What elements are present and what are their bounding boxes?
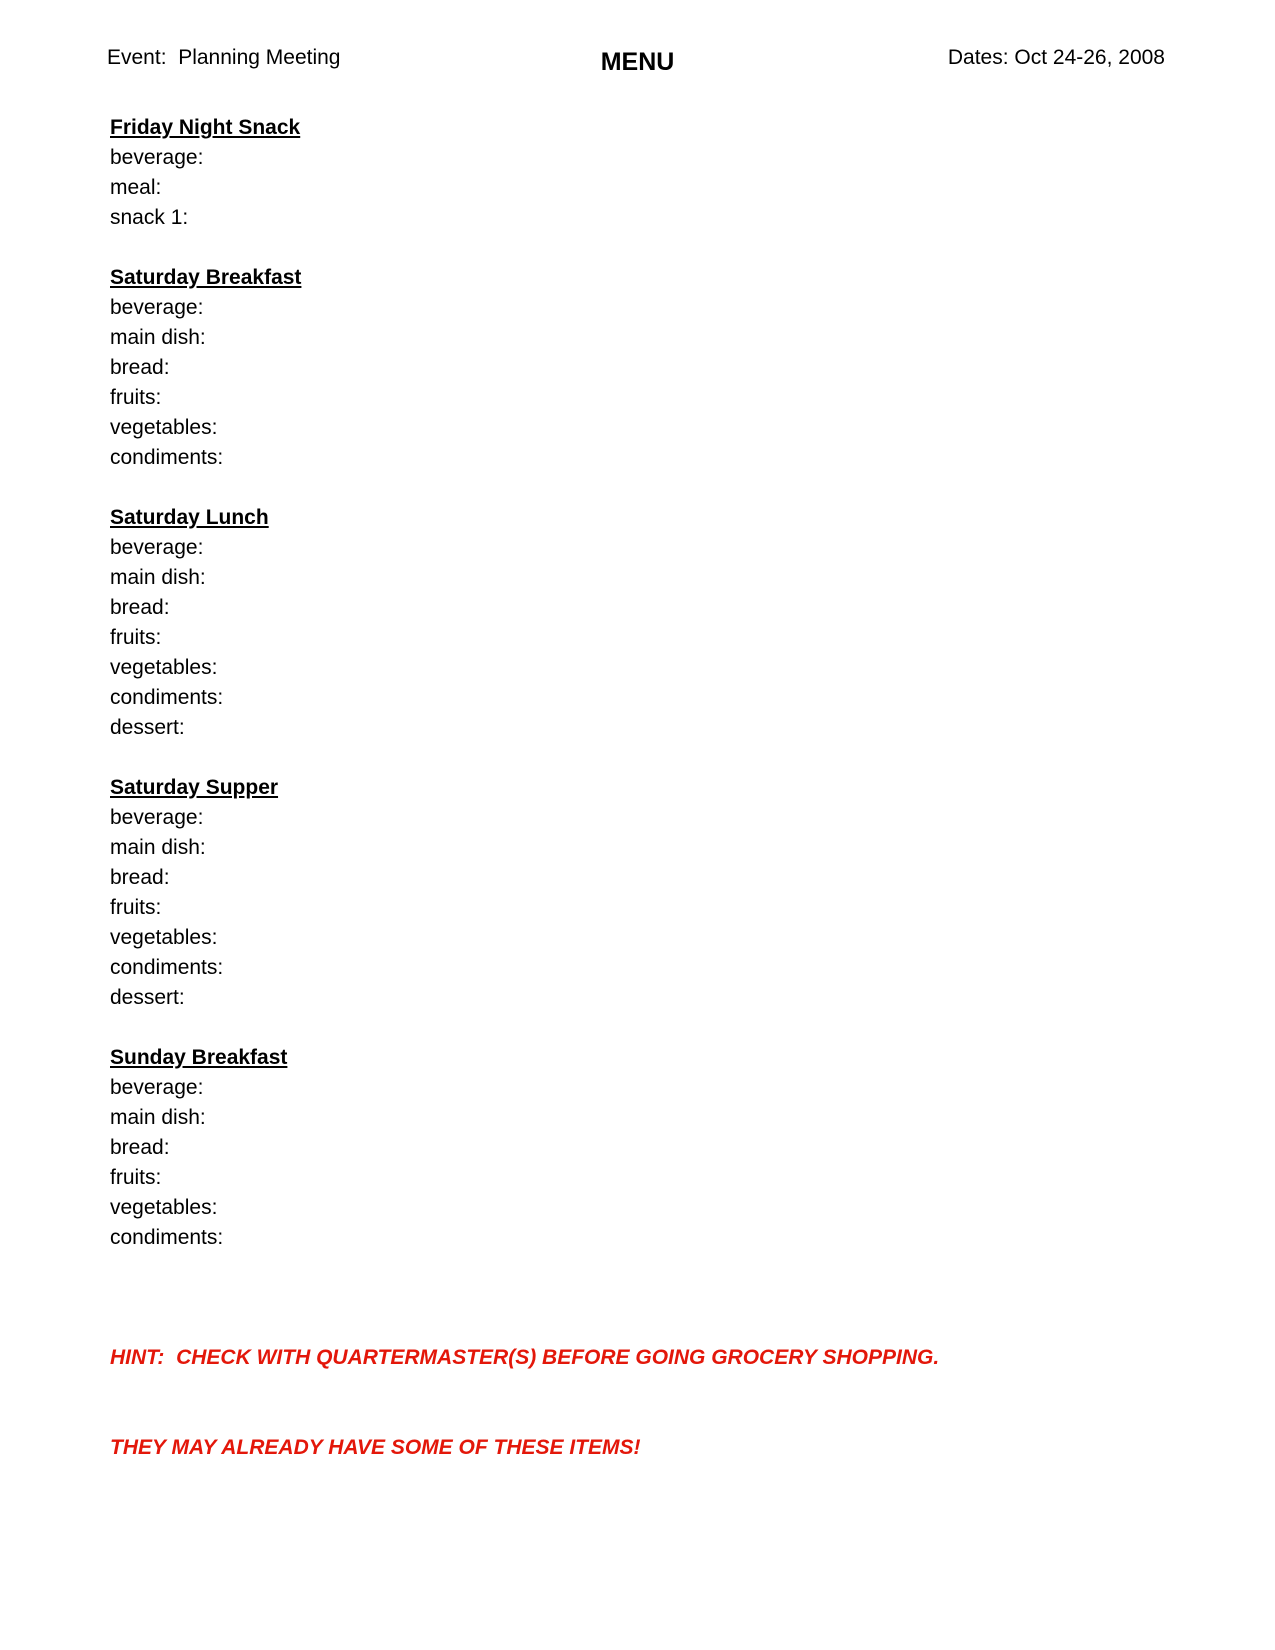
dates-label: Dates: Oct 24-26, 2008 <box>947 46 1165 69</box>
menu-item: vegetables: <box>110 416 218 439</box>
section-title: Sunday Breakfast <box>110 1046 288 1069</box>
menu-item: fruits: <box>110 626 162 649</box>
menu-item: bread: <box>110 356 170 379</box>
menu-item: dessert: <box>110 716 185 739</box>
section-sunday-breakfast <box>110 1043 1010 1253</box>
menu-item: main dish: <box>110 836 206 859</box>
menu-item: fruits: <box>110 1166 162 1189</box>
section-title: Saturday Lunch <box>110 506 269 529</box>
section-saturday-supper <box>110 773 1010 1013</box>
menu-item: main dish: <box>110 566 206 589</box>
menu-item: snack 1: <box>110 206 189 229</box>
section-saturday-lunch <box>110 503 1010 743</box>
section-friday-night-snack <box>110 113 1010 233</box>
menu-item: main dish: <box>110 326 206 349</box>
menu-item: condiments: <box>110 1226 224 1249</box>
section-title: Saturday Breakfast <box>110 266 302 289</box>
menu-item: vegetables: <box>110 1196 218 1219</box>
menu-item: fruits: <box>110 386 162 409</box>
menu-item: meal: <box>110 176 162 199</box>
menu-item: beverage: <box>110 1076 204 1099</box>
menu-item: condiments: <box>110 446 224 469</box>
event-label: Event: Planning Meeting <box>107 46 341 69</box>
section-title: Friday Night Snack <box>110 116 301 139</box>
menu-item: dessert: <box>110 986 185 1009</box>
hint-line-1: HINT: CHECK WITH QUARTERMASTER(S) BEFORE GOING GROCERY SHOPPING. <box>110 1346 940 1369</box>
section-saturday-breakfast <box>110 263 1010 473</box>
hint-line-2: THEY MAY ALREADY HAVE SOME OF THESE ITEMS! <box>110 1436 641 1459</box>
hint-note <box>110 1283 1010 1523</box>
menu-item: main dish: <box>110 1106 206 1129</box>
page-header <box>0 46 1275 86</box>
menu-item: beverage: <box>110 806 204 829</box>
menu-item: condiments: <box>110 956 224 979</box>
menu-item: vegetables: <box>110 926 218 949</box>
page-title: MENU <box>600 48 675 76</box>
menu-item: beverage: <box>110 146 204 169</box>
menu-item: bread: <box>110 596 170 619</box>
menu-content <box>110 113 1010 1523</box>
menu-item: beverage: <box>110 296 204 319</box>
menu-item: vegetables: <box>110 656 218 679</box>
menu-item: beverage: <box>110 536 204 559</box>
menu-item: bread: <box>110 1136 170 1159</box>
menu-item: fruits: <box>110 896 162 919</box>
menu-item: bread: <box>110 866 170 889</box>
section-title: Saturday Supper <box>110 776 279 799</box>
menu-item: condiments: <box>110 686 224 709</box>
